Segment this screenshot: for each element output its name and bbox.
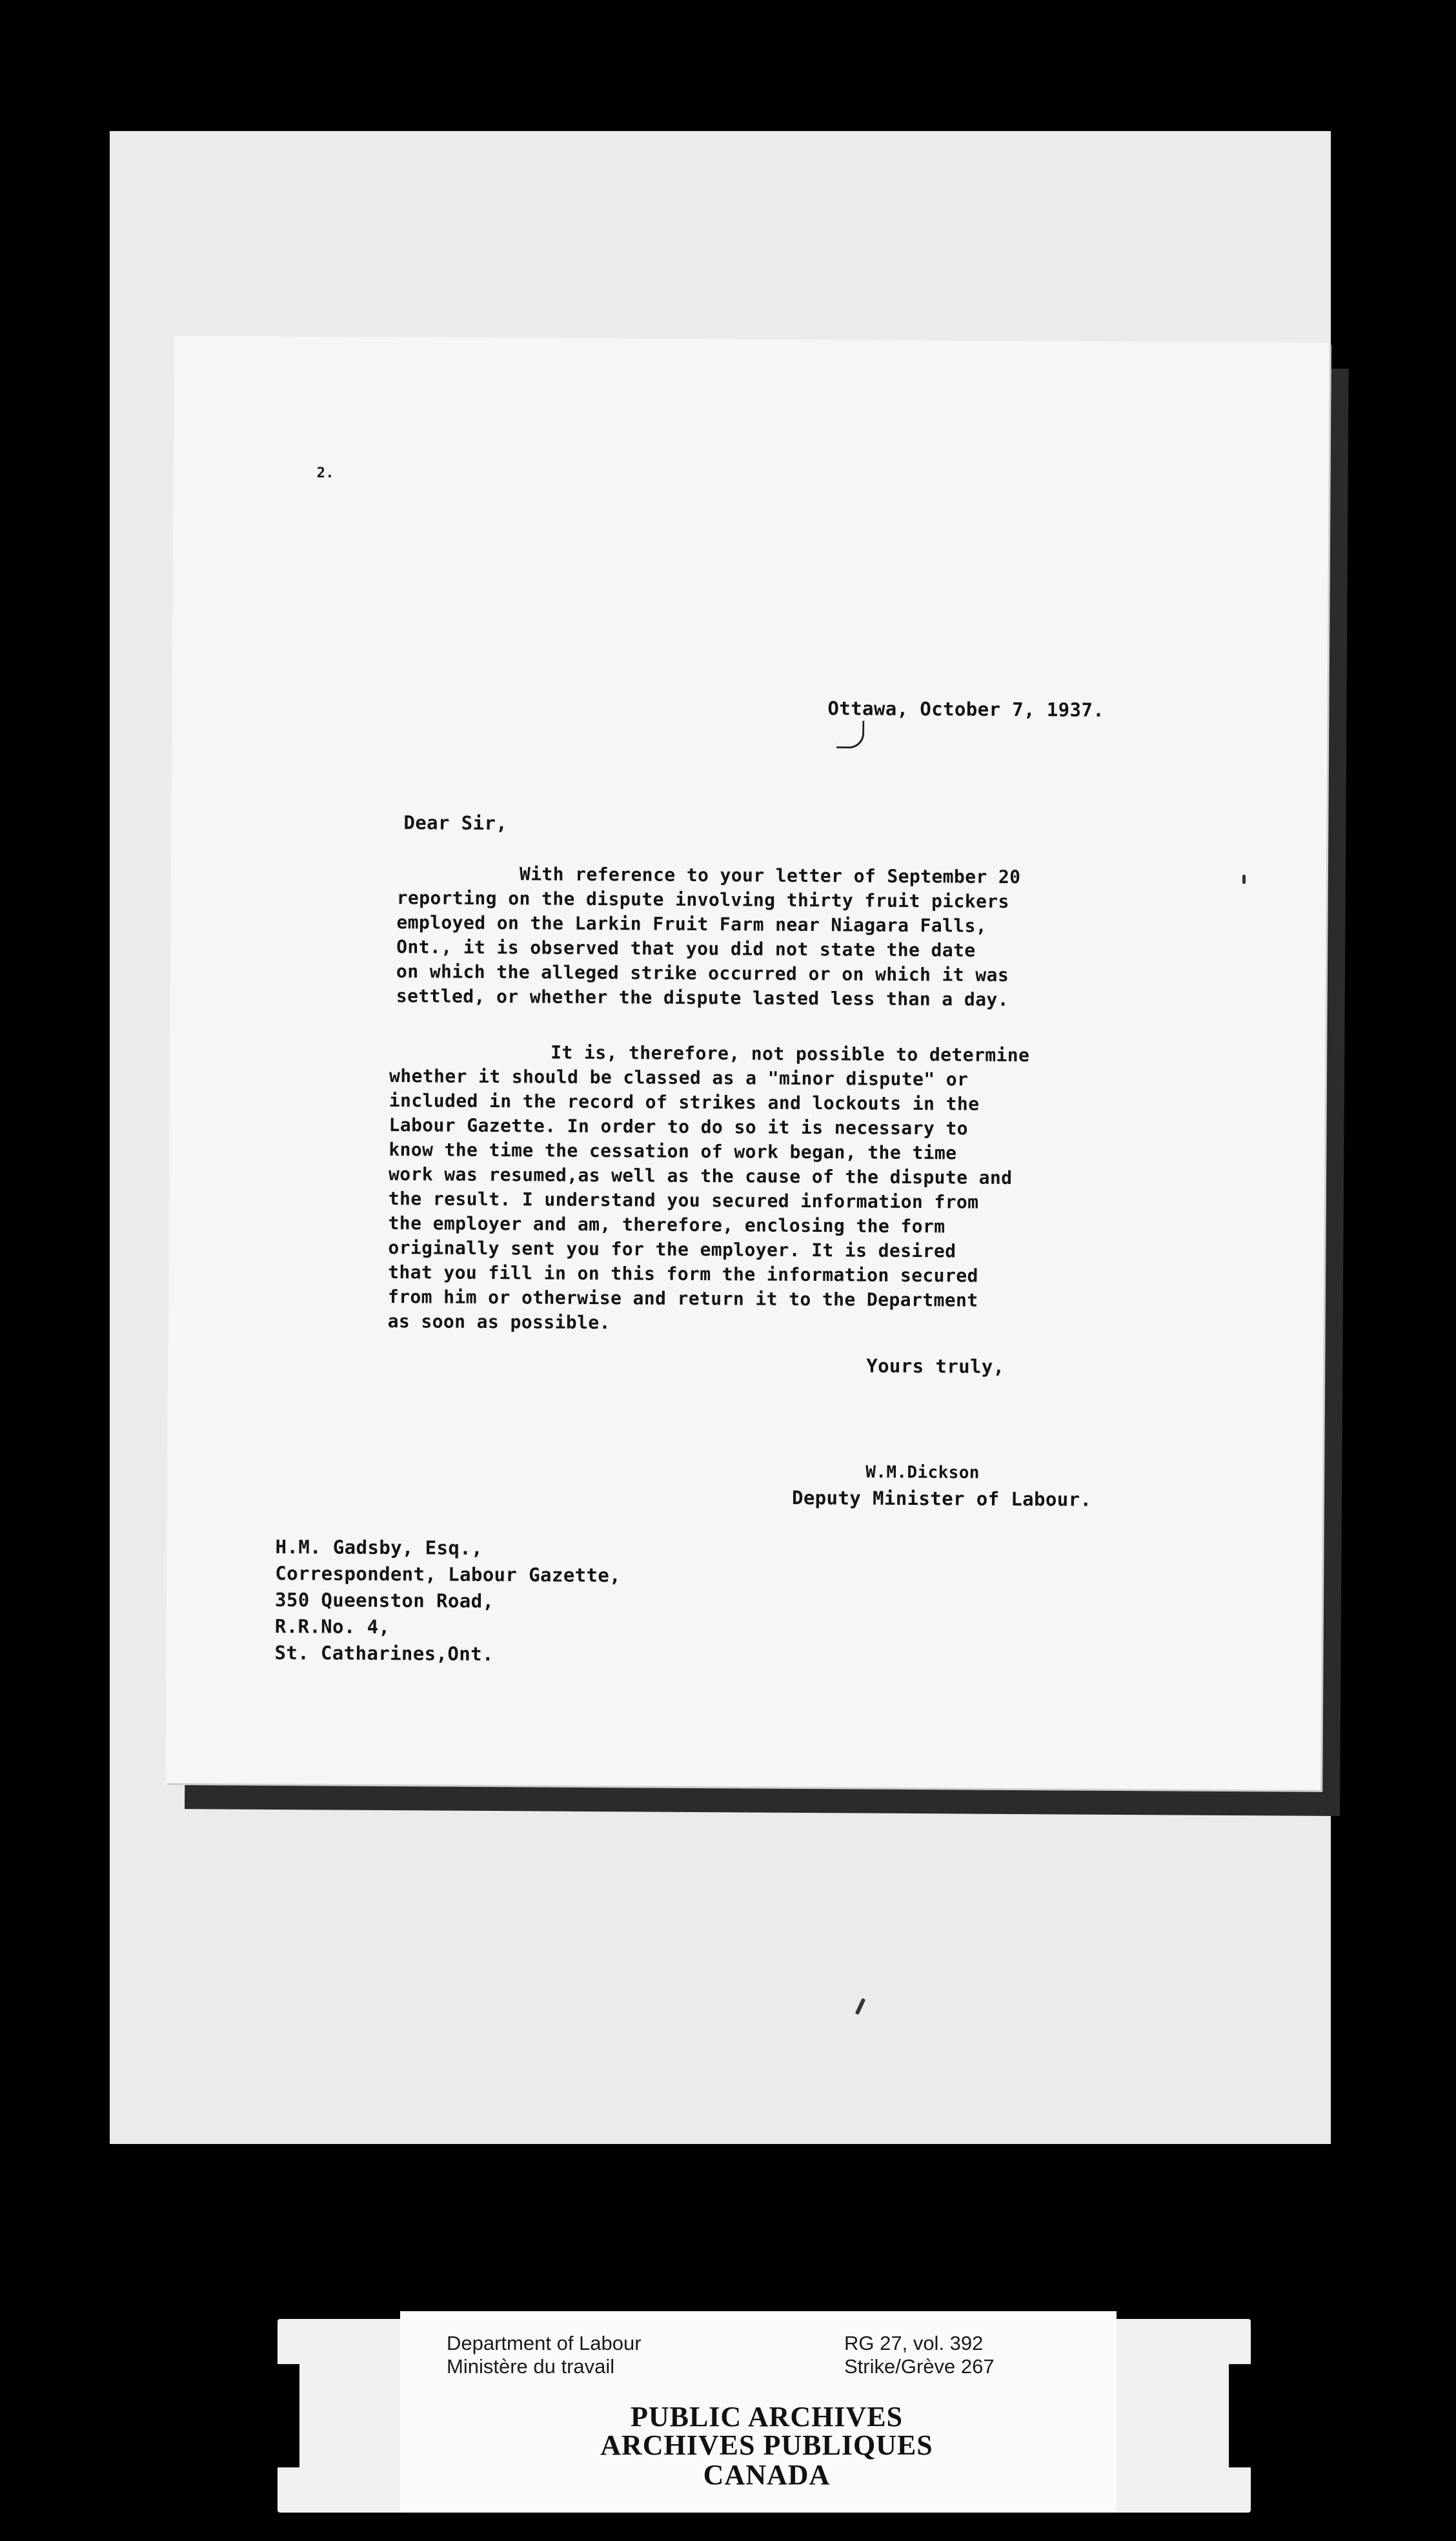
public-archives-french: ARCHIVES PUBLIQUES [600, 2429, 933, 2461]
department-english: Department of Labour [447, 2332, 642, 2354]
page-mark: 2. [316, 465, 335, 482]
stray-mark [1242, 875, 1246, 884]
signer-title: Deputy Minister of Labour. [791, 1486, 1092, 1511]
reference-file: Strike/Grève 267 [844, 2355, 995, 2378]
reference-volume: RG 27, vol. 392 [844, 2332, 984, 2354]
letter-paragraph-1: With reference to your letter of September 20 reporting on the dispute involving thirty fruit pickers employed on the Larkin Fruit Farm near Niagara Falls, Ont., it is observed that you did not state the date on which the alleged strike occurred or on which it was settled, or whether the dispute lasted less than a day. [396, 863, 1021, 1010]
country-canada: CANADA [703, 2459, 831, 2491]
signer-name: W.M.Dickson [865, 1462, 980, 1483]
department-french: Ministère du travail [447, 2355, 615, 2378]
salutation: Dear Sir, [403, 811, 508, 835]
addressee-block: H.M. Gadsby, Esq., Correspondent, Labour Gazette, 350 Queenston Road, R.R.No. 4, St. Catharines,Ont. [274, 1535, 622, 1666]
public-archives-english: PUBLIC ARCHIVES [630, 2401, 904, 2433]
letter-paragraph-2: It is, therefore, not possible to determine whether it should be classed as a "minor dispute" or included in the record of strikes and lockouts in the Labour Gazette. In order to do so it is necessary to know the time the cessation of work began, the time work was resumed,as well as the cause of the dispute and the result. I understand you secured information from the employer and am, therefore, enclosing the form originally sent you for the employer. It is desired that you fill in on this form the information secured from him or otherwise and return it to the Department as soon as possible. [387, 1041, 1030, 1334]
handwritten-tick-mark [836, 720, 864, 748]
typed-letter-page [165, 336, 1330, 1790]
closing: Yours truly, [866, 1354, 1005, 1378]
dateline: Ottawa, October 7, 1937. [827, 697, 1105, 721]
archive-reference-label [400, 2311, 1117, 2513]
